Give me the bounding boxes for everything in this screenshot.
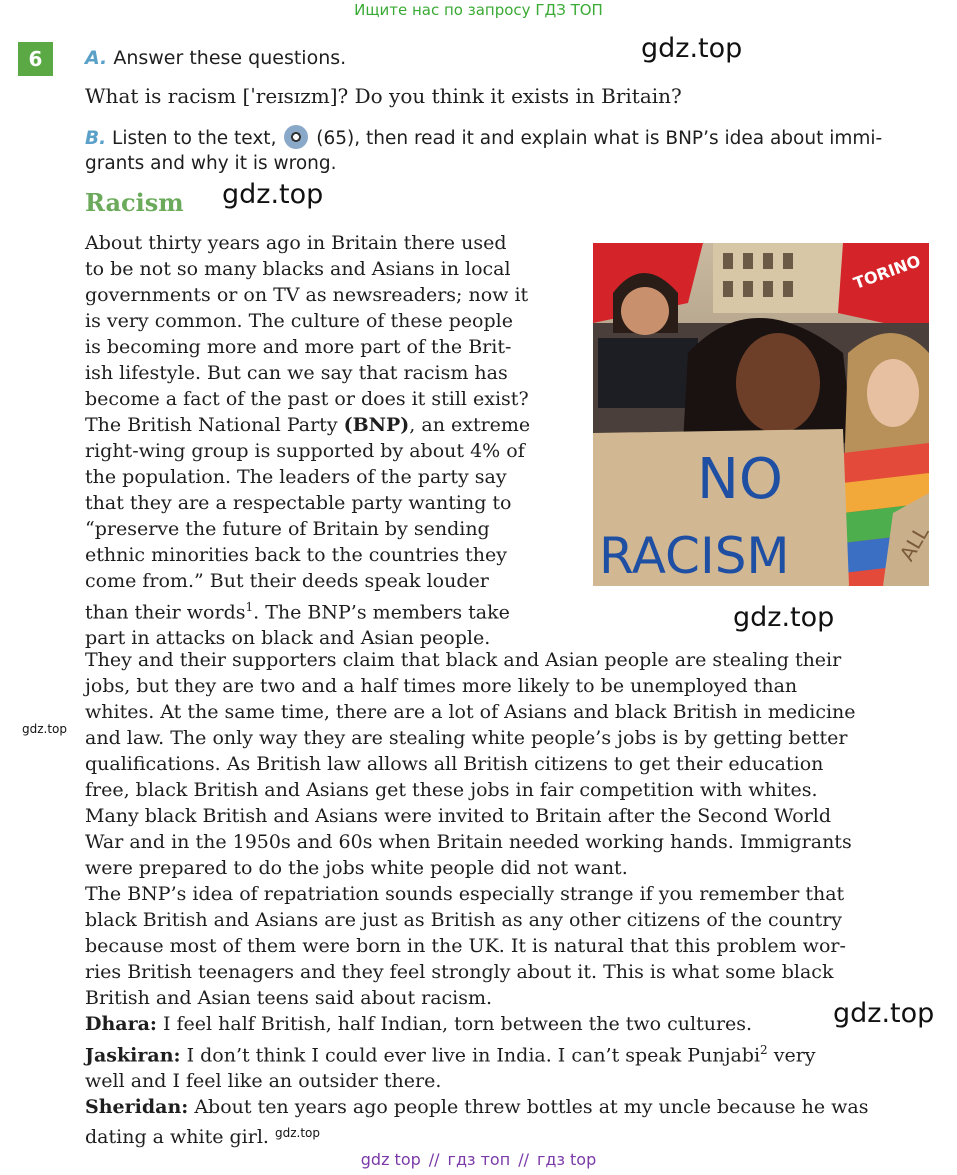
speaker-name: Jaskiran: bbox=[85, 1044, 181, 1067]
text-line: ries British teenagers and they feel strongly about it. This is what some black bbox=[85, 961, 834, 983]
protest-photo bbox=[593, 243, 934, 586]
text-line: is very common. The culture of these people bbox=[85, 310, 513, 332]
text: , an extreme bbox=[409, 414, 531, 436]
quote-text: I feel half British, half Indian, torn between the two cultures. bbox=[156, 1013, 753, 1035]
quote-text: dating a white girl. bbox=[85, 1126, 269, 1149]
task-b-text: Listen to the text, bbox=[112, 128, 277, 149]
text-line: were prepared to do the jobs white people did not want. bbox=[85, 857, 628, 879]
text-line: They and their supporters claim that black and Asian people are stealing their bbox=[85, 649, 842, 671]
text-line: to be not so many blacks and Asians in local bbox=[85, 258, 511, 280]
top-banner: Ищите нас по запросу ГДЗ ТОП bbox=[354, 1, 603, 19]
bottom-banner bbox=[0, 1150, 957, 1169]
text-line: The BNP’s idea of repatriation sounds especially strange if you remember that bbox=[85, 883, 845, 905]
footnote-2[interactable]: 2 bbox=[760, 1043, 768, 1057]
separator: // bbox=[518, 1150, 529, 1169]
task-b-instruction bbox=[85, 125, 930, 176]
cd-audio-icon[interactable] bbox=[284, 125, 308, 149]
banner-link[interactable]: гдз top bbox=[536, 1150, 597, 1169]
bnp-line bbox=[85, 412, 564, 438]
sign-racism: RACISM bbox=[599, 527, 790, 585]
quote-jaskiran bbox=[85, 1037, 929, 1068]
exercise-number-badge: 6 bbox=[18, 42, 53, 76]
column-last-line: part in attacks on black and Asian people. bbox=[85, 627, 491, 650]
text-line: black British and Asians are just as British as any other citizens of the country bbox=[85, 909, 843, 931]
text-line: come from.” But their deeds speak louder bbox=[85, 570, 489, 592]
text-line: that they are a respectable party wanting to bbox=[85, 492, 512, 514]
quote-text: I don’t think I could ever live in India. I can’t speak Punjabi bbox=[180, 1044, 761, 1067]
text-line: governments or on TV as newsreaders; now it bbox=[85, 284, 529, 306]
question-text-end: ? Do you think it exists in Britain? bbox=[337, 84, 682, 108]
watermark-small: gdz.top bbox=[275, 1126, 321, 1141]
watermark: gdz.top bbox=[733, 602, 835, 633]
sign-no: NO bbox=[697, 447, 783, 512]
banner-link[interactable]: gdz top bbox=[360, 1150, 421, 1169]
task-b-text-line2: grants and why it is wrong. bbox=[85, 153, 337, 174]
text-line: Many black British and Asians were invited to Britain after the Second World bbox=[85, 805, 832, 827]
text: The British National Party bbox=[85, 414, 344, 436]
task-a-text: Answer these questions. bbox=[113, 47, 347, 69]
text-line: qualifications. As British law allows all British citizens to get their education bbox=[85, 753, 824, 775]
text-line: War and in the 1950s and 60s when Britain needed working hands. Immigrants bbox=[85, 831, 852, 853]
transcription: [ˈreɪsɪzm] bbox=[242, 84, 338, 108]
words-line bbox=[85, 594, 564, 625]
task-b-track: (65), then read it and explain what is BNP’s idea about immi- bbox=[316, 128, 883, 149]
section-heading: Racism bbox=[85, 188, 184, 217]
sign-corner-text: ALL bbox=[894, 521, 934, 566]
quote-sheridan bbox=[85, 1094, 929, 1120]
text-line: jobs, but they are two and a half times more likely to be unemployed than bbox=[85, 675, 798, 697]
speaker-name: Sheridan: bbox=[85, 1096, 189, 1119]
banner-link[interactable]: гдз топ bbox=[447, 1150, 511, 1169]
task-a-letter: A. bbox=[85, 47, 108, 69]
watermark: gdz.top bbox=[222, 179, 324, 210]
text-line: right-wing group is supported by about 4% of bbox=[85, 440, 525, 462]
text: . The BNP’s members take bbox=[253, 601, 510, 624]
quote-dhara bbox=[85, 1011, 929, 1037]
watermark: gdz.top bbox=[833, 998, 935, 1029]
task-a-instruction bbox=[85, 47, 346, 69]
text-line: free, black British and Asians get these jobs in fair competition with whites. bbox=[85, 779, 818, 801]
separator: // bbox=[428, 1150, 440, 1169]
bnp-abbr: (BNP) bbox=[343, 414, 410, 436]
watermark-small: gdz.top bbox=[22, 722, 68, 736]
text-line: ish lifestyle. But can we say that racism has bbox=[85, 362, 508, 384]
quote-sheridan-line2 bbox=[85, 1120, 929, 1150]
flag-text: TORINO bbox=[850, 251, 924, 293]
speaker-name: Dhara: bbox=[85, 1013, 157, 1035]
text-line: and law. The only way they are stealing white people’s jobs is by getting better bbox=[85, 727, 848, 749]
question-text: What is racism bbox=[85, 84, 243, 108]
quote-text: About ten years ago people threw bottles at my uncle because he was bbox=[188, 1096, 869, 1119]
text-line: British and Asian teens said about racism. bbox=[85, 987, 493, 1009]
footnote-1[interactable]: 1 bbox=[245, 600, 254, 614]
article-body bbox=[85, 647, 929, 1150]
text-line: the population. The leaders of the party say bbox=[85, 466, 507, 488]
text-line: ethnic minorities back to the countries they bbox=[85, 544, 507, 566]
quote-jaskiran-line2: well and I feel like an outsider there. bbox=[85, 1070, 442, 1093]
watermark: gdz.top bbox=[641, 33, 743, 64]
text-line: About thirty years ago in Britain there used bbox=[85, 232, 507, 254]
quote-text: very bbox=[767, 1044, 816, 1067]
text-line: “preserve the future of Britain by sending bbox=[85, 518, 490, 540]
article-column bbox=[85, 230, 564, 651]
text-line: become a fact of the past or does it still exist? bbox=[85, 388, 529, 410]
task-b-letter: B. bbox=[85, 128, 107, 149]
task-a-question bbox=[85, 84, 682, 108]
text-line: because most of them were born in the UK. It is natural that this problem wor- bbox=[85, 935, 846, 957]
text: than their words bbox=[85, 601, 246, 624]
text-line: whites. At the same time, there are a lot of Asians and black British in medicine bbox=[85, 701, 856, 723]
text-line: is becoming more and more part of the Brit- bbox=[85, 336, 512, 358]
